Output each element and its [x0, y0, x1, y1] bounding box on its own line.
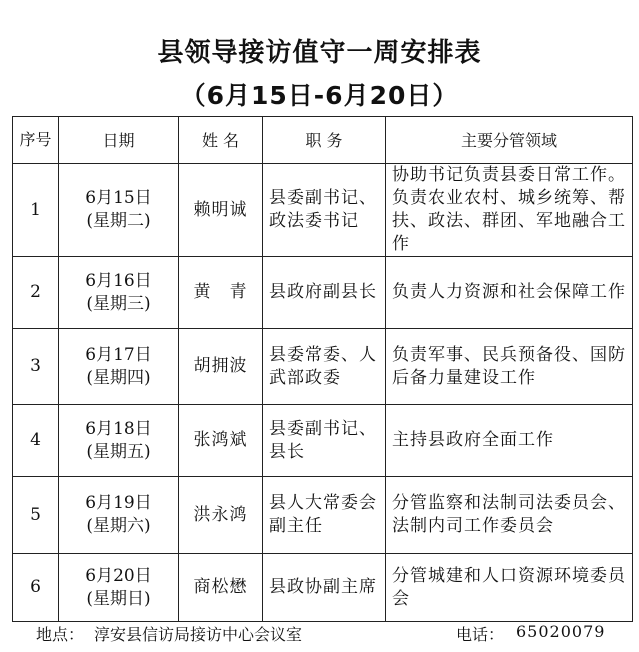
row-name: 黄 青	[179, 257, 263, 329]
row-date-cell	[59, 477, 179, 554]
table-header-row	[13, 117, 633, 164]
row-date: 6月17日	[85, 344, 152, 365]
row-index: 3	[13, 329, 59, 405]
row-responsibility: 协助书记负责县委日常工作。负责农业农村、城乡统筹、帮扶、政法、群团、军地融合工作	[386, 164, 633, 257]
header-index: 序号	[13, 117, 59, 164]
row-responsibility: 分管城建和人口资源环境委员会	[386, 554, 633, 622]
row-weekday: (星期三)	[86, 293, 151, 314]
row-index: 4	[13, 405, 59, 477]
table-row	[13, 405, 633, 477]
row-position: 县委副书记、政法委书记	[263, 164, 386, 257]
row-date-cell	[59, 329, 179, 405]
row-position: 县委常委、人武部政委	[263, 329, 386, 405]
page-title: 县领导接访值守一周安排表	[157, 38, 482, 68]
table-row	[13, 164, 633, 257]
row-date: 6月20日	[85, 565, 152, 586]
row-responsibility: 分管监察和法制司法委员会、法制内司工作委员会	[386, 477, 633, 554]
row-index: 1	[13, 164, 59, 257]
row-position: 县委副书记、县长	[263, 405, 386, 477]
row-date-cell	[59, 554, 179, 622]
header-date: 日期	[59, 117, 179, 164]
row-responsibility: 负责人力资源和社会保障工作	[386, 257, 633, 329]
row-name: 胡拥波	[179, 329, 263, 405]
address-value: 淳安县信访局接访中心会议室	[94, 625, 303, 644]
row-name: 张鸿斌	[179, 405, 263, 477]
row-index: 2	[13, 257, 59, 329]
row-position: 县人大常委会副主任	[263, 477, 386, 554]
table-row	[13, 257, 633, 329]
header-position: 职 务	[263, 117, 386, 164]
address-label: 地点：	[36, 625, 85, 644]
schedule-table	[12, 116, 633, 622]
row-weekday: (星期二)	[86, 211, 151, 231]
row-name: 商松懋	[179, 554, 263, 622]
row-name: 赖明诚	[179, 164, 263, 257]
row-weekday: (星期日)	[86, 588, 151, 609]
row-position: 县政府副县长	[263, 257, 386, 329]
footer	[36, 622, 616, 646]
row-index: 6	[13, 554, 59, 622]
row-date-cell	[59, 257, 179, 329]
row-index: 5	[13, 477, 59, 554]
row-date: 6月18日	[85, 418, 152, 439]
table-row	[13, 554, 633, 622]
phone-label: 电话：	[456, 625, 505, 644]
row-weekday: (星期六)	[86, 516, 151, 536]
phone-value: 65020079	[516, 622, 606, 641]
row-date-cell	[59, 405, 179, 477]
row-date-cell	[59, 164, 179, 257]
row-date: 6月19日	[85, 493, 152, 513]
page-subtitle: （6月15日-6月20日）	[180, 81, 459, 110]
header-name: 姓 名	[179, 117, 263, 164]
table-row	[13, 477, 633, 554]
row-date: 6月15日	[85, 188, 152, 208]
row-responsibility: 主持县政府全面工作	[386, 405, 633, 477]
row-responsibility: 负责军事、民兵预备役、国防后备力量建设工作	[386, 329, 633, 405]
row-date: 6月16日	[85, 270, 152, 291]
row-weekday: (星期五)	[86, 441, 151, 462]
header-responsibility: 主要分管领域	[386, 117, 633, 164]
row-position: 县政协副主席	[263, 554, 386, 622]
row-name: 洪永鸿	[179, 477, 263, 554]
row-weekday: (星期四)	[86, 367, 151, 388]
table-row	[13, 329, 633, 405]
